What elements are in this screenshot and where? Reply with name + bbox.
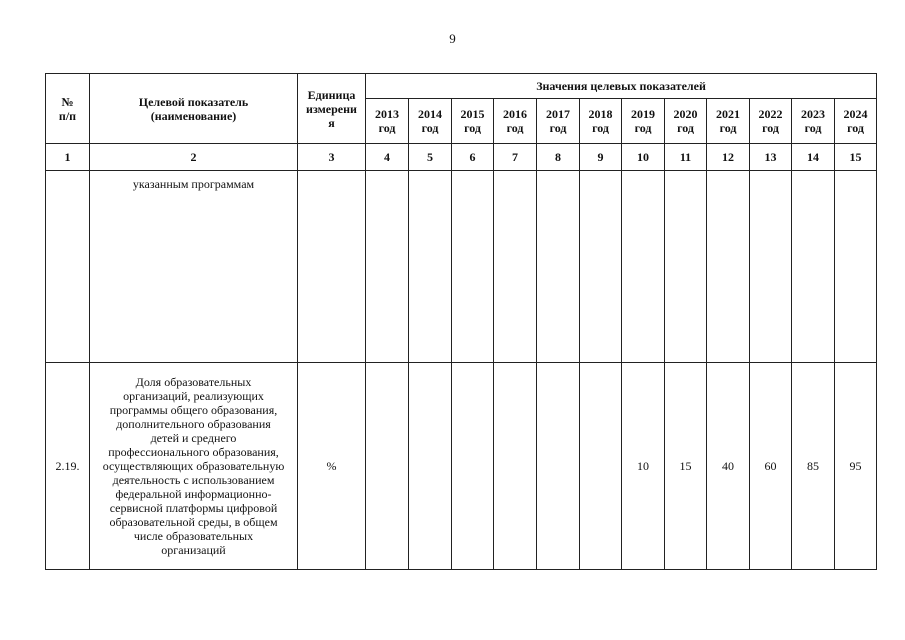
row-number (46, 171, 90, 363)
header-year (665, 99, 707, 144)
header-year-value: 2022 (758, 107, 783, 121)
column-number: 14 (792, 144, 835, 171)
row-value (452, 363, 494, 570)
column-number: 6 (452, 144, 494, 171)
header-year-value: 2020 (673, 107, 698, 121)
column-number: 4 (366, 144, 409, 171)
header-year-value: 2014 (418, 107, 442, 121)
header-year-suffix: год (592, 121, 609, 135)
header-year-suffix: год (804, 121, 822, 135)
header-year-suffix: год (378, 121, 396, 135)
row-value (707, 171, 750, 363)
row-value: 15 (665, 363, 707, 570)
header-unit: Единица измерени я (298, 74, 366, 144)
header-year-suffix: год (677, 121, 694, 135)
column-number: 1 (46, 144, 90, 171)
header-year-value: 2016 (503, 107, 527, 121)
row-number: 2.19. (46, 363, 90, 570)
header-year (622, 99, 665, 144)
row-value: 95 (835, 363, 877, 570)
header-year (452, 99, 494, 144)
header-year-suffix: год (464, 121, 481, 135)
column-number: 2 (90, 144, 298, 171)
row-value (537, 363, 580, 570)
row-value (537, 171, 580, 363)
header-values-group: Значения целевых показателей (366, 74, 877, 99)
column-number: 5 (409, 144, 452, 171)
row-value: 40 (707, 363, 750, 570)
column-number: 11 (665, 144, 707, 171)
header-year-value: 2015 (460, 107, 485, 121)
row-value (580, 171, 622, 363)
header-indicator: Целевой показатель (наименование) (90, 74, 298, 144)
header-year-value: 2023 (801, 107, 825, 121)
column-number: 8 (537, 144, 580, 171)
row-value (622, 171, 665, 363)
row-value (665, 171, 707, 363)
row-value (750, 171, 792, 363)
header-year (537, 99, 580, 144)
row-indicator: Доля образовательных организаций, реализующих программы общего образования, дополнительного образования детей и среднего профессионального образования, осуществляющих образовательную деятельность с использованием федеральной информационно- сервисной платформы цифровой образовательной среды, в общем числе образовательных организаций (90, 363, 298, 570)
row-value: 85 (792, 363, 835, 570)
header-number: № п/п (46, 74, 90, 144)
header-year (750, 99, 792, 144)
row-value (452, 171, 494, 363)
row-value (494, 363, 537, 570)
row-value (366, 171, 409, 363)
header-year-suffix: год (719, 121, 737, 135)
header-year-value: 2018 (588, 107, 613, 121)
row-value (835, 171, 877, 363)
row-unit: % (298, 363, 366, 570)
row-indicator: указанным программам (90, 171, 298, 363)
row-value: 10 (622, 363, 665, 570)
column-number: 9 (580, 144, 622, 171)
row-value (409, 171, 452, 363)
row-unit (298, 171, 366, 363)
column-number: 15 (835, 144, 877, 171)
row-value (792, 171, 835, 363)
header-year-value: 2021 (716, 107, 740, 121)
column-number: 7 (494, 144, 537, 171)
target-indicators-table (45, 73, 877, 570)
header-year (580, 99, 622, 144)
column-number: 3 (298, 144, 366, 171)
header-year-value: 2017 (546, 107, 570, 121)
table-row (46, 363, 877, 570)
header-year-suffix: год (762, 121, 779, 135)
header-year (494, 99, 537, 144)
table-row (46, 171, 877, 363)
row-value (580, 363, 622, 570)
header-year-value: 2024 (843, 107, 868, 121)
row-value (366, 363, 409, 570)
row-value: 60 (750, 363, 792, 570)
header-year-value: 2013 (375, 107, 399, 121)
column-number: 13 (750, 144, 792, 171)
column-number: 12 (707, 144, 750, 171)
header-year-suffix: год (506, 121, 524, 135)
header-year-value: 2019 (631, 107, 655, 121)
header-year-suffix: год (847, 121, 864, 135)
header-year (792, 99, 835, 144)
row-value (494, 171, 537, 363)
header-year-suffix: год (634, 121, 652, 135)
row-value (409, 363, 452, 570)
column-number: 10 (622, 144, 665, 171)
header-year-suffix: год (549, 121, 567, 135)
header-year-suffix: год (421, 121, 439, 135)
header-year (835, 99, 877, 144)
header-year (409, 99, 452, 144)
page-number: 9 (449, 31, 456, 46)
header-year (707, 99, 750, 144)
header-year (366, 99, 409, 144)
